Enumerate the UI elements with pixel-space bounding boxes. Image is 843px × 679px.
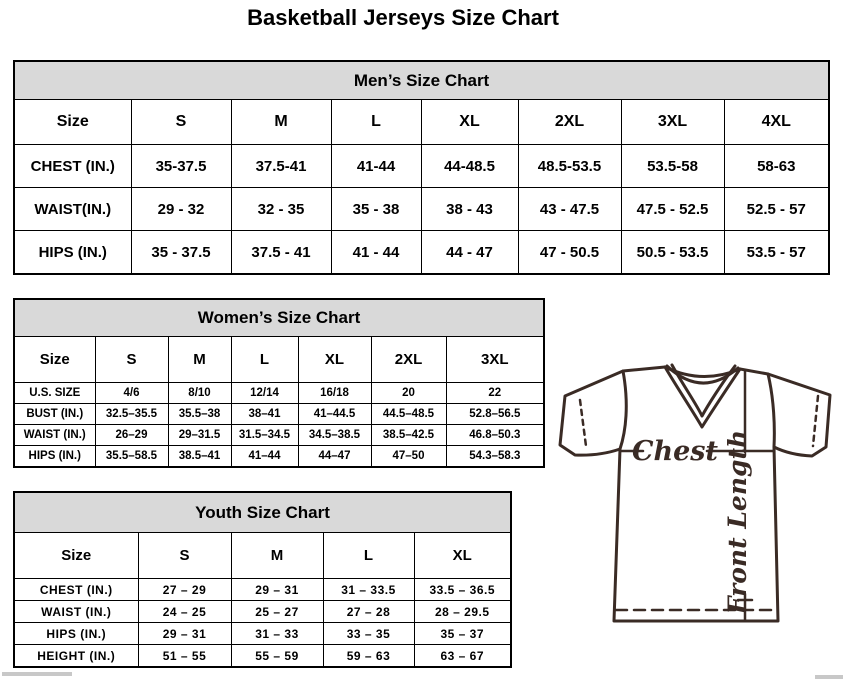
chest-label: Chest <box>632 436 718 467</box>
table-row <box>14 188 829 231</box>
size-value-cell: 41–44 <box>231 446 298 468</box>
size-value-cell: 31 – 33.5 <box>323 579 414 601</box>
column-header-row <box>14 100 829 145</box>
size-value-cell: 48.5-53.5 <box>518 145 621 188</box>
size-value-cell: 52.8–56.5 <box>446 404 544 425</box>
size-column-header: M <box>168 337 231 383</box>
size-value-cell: 27 – 28 <box>323 601 414 623</box>
size-value-cell: 22 <box>446 383 544 404</box>
left-cuff-dashed-line <box>580 400 586 446</box>
size-value-cell: 51 – 55 <box>138 645 231 668</box>
right-cuff-dashed-line <box>813 396 818 446</box>
size-value-cell: 47.5 - 52.5 <box>621 188 724 231</box>
size-corner-header: Size <box>14 533 138 579</box>
size-column-header: M <box>231 533 323 579</box>
size-value-cell: 27 – 29 <box>138 579 231 601</box>
table-title-row <box>14 492 511 533</box>
right-armhole-seam <box>768 374 774 447</box>
size-column-header: M <box>231 100 331 145</box>
column-header-row <box>14 337 544 383</box>
size-value-cell: 29–31.5 <box>168 425 231 446</box>
size-value-cell: 63 – 67 <box>414 645 511 668</box>
size-corner-header: Size <box>14 100 131 145</box>
size-value-cell: 44-48.5 <box>421 145 518 188</box>
table-title-row <box>14 61 829 100</box>
size-column-header: 2XL <box>518 100 621 145</box>
size-value-cell: 38.5–41 <box>168 446 231 468</box>
horizontal-scrollbar-fragment-right[interactable] <box>815 675 843 679</box>
size-value-cell: 59 – 63 <box>323 645 414 668</box>
size-value-cell: 54.3–58.3 <box>446 446 544 468</box>
row-label: WAIST (IN.) <box>14 601 138 623</box>
size-value-cell: 34.5–38.5 <box>298 425 371 446</box>
size-value-cell: 44–47 <box>298 446 371 468</box>
front-length-label: Front Length <box>723 429 752 615</box>
table-row <box>14 579 511 601</box>
horizontal-scrollbar-fragment-left[interactable] <box>2 672 72 676</box>
size-column-header: 3XL <box>621 100 724 145</box>
size-value-cell: 35.5–38 <box>168 404 231 425</box>
size-value-cell: 33 – 35 <box>323 623 414 645</box>
column-header-row <box>14 533 511 579</box>
size-value-cell: 29 – 31 <box>231 579 323 601</box>
table-row <box>14 601 511 623</box>
table-row <box>14 383 544 404</box>
size-column-header: XL <box>298 337 371 383</box>
size-value-cell: 25 – 27 <box>231 601 323 623</box>
size-value-cell: 44 - 47 <box>421 231 518 275</box>
size-value-cell: 53.5-58 <box>621 145 724 188</box>
size-value-cell: 12/14 <box>231 383 298 404</box>
size-value-cell: 35 - 37.5 <box>131 231 231 275</box>
size-value-cell: 41-44 <box>331 145 421 188</box>
left-armhole-seam <box>620 371 626 449</box>
row-label: BUST (IN.) <box>14 404 95 425</box>
table-row <box>14 425 544 446</box>
row-label: WAIST (IN.) <box>14 425 95 446</box>
table-row <box>14 645 511 668</box>
size-value-cell: 38 - 43 <box>421 188 518 231</box>
row-label: HEIGHT (IN.) <box>14 645 138 668</box>
size-value-cell: 31.5–34.5 <box>231 425 298 446</box>
size-value-cell: 29 – 31 <box>138 623 231 645</box>
size-column-header: 2XL <box>371 337 446 383</box>
size-value-cell: 41 - 44 <box>331 231 421 275</box>
row-label: HIPS (IN.) <box>14 446 95 468</box>
row-label: CHEST (IN.) <box>14 145 131 188</box>
size-column-header: 3XL <box>446 337 544 383</box>
size-value-cell: 47–50 <box>371 446 446 468</box>
size-value-cell: 55 – 59 <box>231 645 323 668</box>
size-column-header: XL <box>414 533 511 579</box>
row-label: WAIST(IN.) <box>14 188 131 231</box>
size-value-cell: 16/18 <box>298 383 371 404</box>
size-value-cell: 47 - 50.5 <box>518 231 621 275</box>
size-value-cell: 44.5–48.5 <box>371 404 446 425</box>
table-title: Men’s Size Chart <box>14 61 829 100</box>
table-title: Women’s Size Chart <box>14 299 544 337</box>
size-column-header: L <box>323 533 414 579</box>
row-label: CHEST (IN.) <box>14 579 138 601</box>
size-column-header: S <box>138 533 231 579</box>
page-title: Basketball Jerseys Size Chart <box>247 5 559 30</box>
size-value-cell: 35 – 37 <box>414 623 511 645</box>
mens-size-table <box>13 60 830 275</box>
size-value-cell: 29 - 32 <box>131 188 231 231</box>
size-value-cell: 50.5 - 53.5 <box>621 231 724 275</box>
size-value-cell: 8/10 <box>168 383 231 404</box>
row-label: HIPS (IN.) <box>14 231 131 275</box>
size-value-cell: 38.5–42.5 <box>371 425 446 446</box>
youth-size-table <box>13 491 512 668</box>
size-column-header: S <box>131 100 231 145</box>
size-value-cell: 46.8–50.3 <box>446 425 544 446</box>
size-column-header: 4XL <box>724 100 829 145</box>
size-value-cell: 37.5-41 <box>231 145 331 188</box>
table-row <box>14 623 511 645</box>
jersey-measurement-diagram <box>556 358 838 630</box>
size-column-header: L <box>231 337 298 383</box>
size-value-cell: 31 – 33 <box>231 623 323 645</box>
size-value-cell: 53.5 - 57 <box>724 231 829 275</box>
size-value-cell: 52.5 - 57 <box>724 188 829 231</box>
size-value-cell: 41–44.5 <box>298 404 371 425</box>
size-value-cell: 26–29 <box>95 425 168 446</box>
size-value-cell: 43 - 47.5 <box>518 188 621 231</box>
size-value-cell: 58-63 <box>724 145 829 188</box>
size-corner-header: Size <box>14 337 95 383</box>
row-label: U.S. SIZE <box>14 383 95 404</box>
size-value-cell: 20 <box>371 383 446 404</box>
table-row <box>14 404 544 425</box>
size-value-cell: 35 - 38 <box>331 188 421 231</box>
size-value-cell: 35-37.5 <box>131 145 231 188</box>
size-value-cell: 38–41 <box>231 404 298 425</box>
size-column-header: XL <box>421 100 518 145</box>
table-title: Youth Size Chart <box>14 492 511 533</box>
size-value-cell: 32.5–35.5 <box>95 404 168 425</box>
table-row <box>14 231 829 275</box>
womens-size-table <box>13 298 545 468</box>
size-value-cell: 35.5–58.5 <box>95 446 168 468</box>
size-value-cell: 33.5 – 36.5 <box>414 579 511 601</box>
table-row <box>14 446 544 468</box>
row-label: HIPS (IN.) <box>14 623 138 645</box>
table-row <box>14 145 829 188</box>
table-title-row <box>14 299 544 337</box>
size-value-cell: 24 – 25 <box>138 601 231 623</box>
size-value-cell: 4/6 <box>95 383 168 404</box>
size-column-header: S <box>95 337 168 383</box>
size-value-cell: 32 - 35 <box>231 188 331 231</box>
size-column-header: L <box>331 100 421 145</box>
size-value-cell: 28 – 29.5 <box>414 601 511 623</box>
size-value-cell: 37.5 - 41 <box>231 231 331 275</box>
